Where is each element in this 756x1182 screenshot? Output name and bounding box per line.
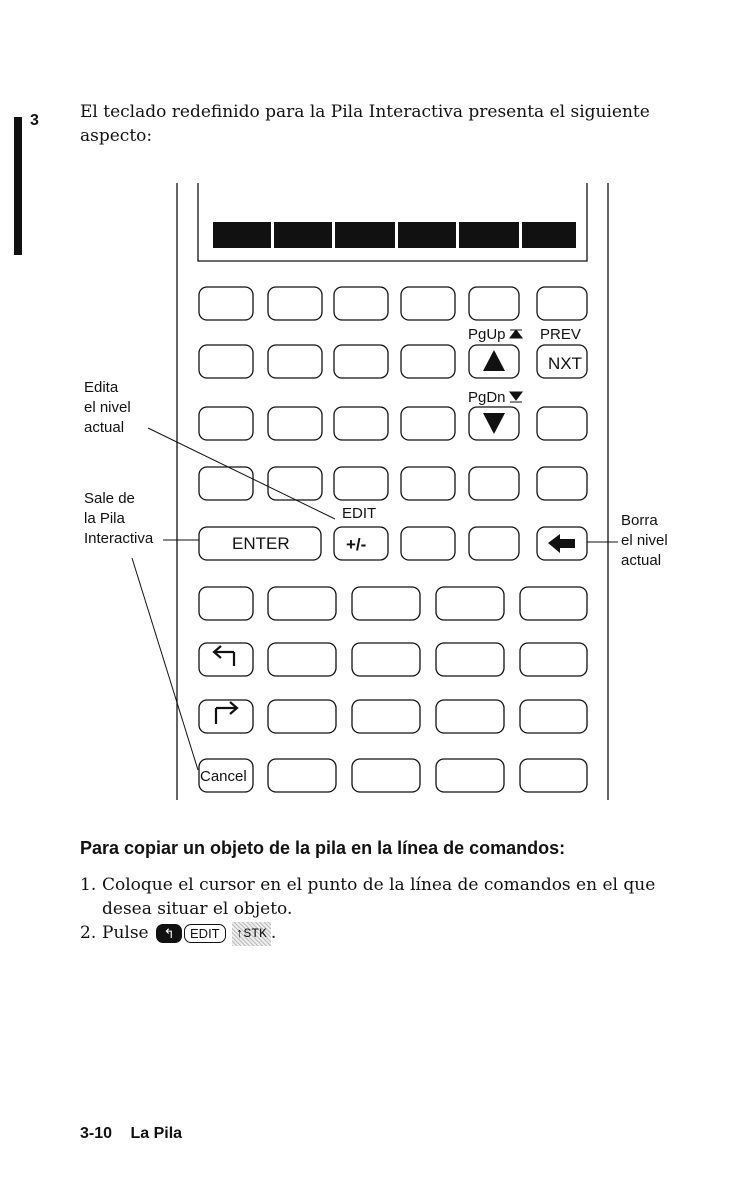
stk-menu-key: ↑STK (232, 922, 271, 946)
pgup-arrow-icon (510, 330, 522, 338)
pgdn-arrow-icon (510, 392, 522, 402)
menu-label-bar (213, 222, 576, 248)
section-heading: Para copiar un objeto de la pila en la línea de comandos: (80, 838, 566, 858)
plusminus-key-label: +/- (346, 535, 367, 554)
svg-text:Interactiva: Interactiva (84, 530, 154, 547)
enter-key-label: ENTER (232, 534, 290, 553)
svg-text:la Pila: la Pila (84, 510, 125, 527)
svg-text:actual: actual (621, 552, 662, 569)
svg-text:Edita: Edita (84, 379, 119, 396)
intro-paragraph: El teclado redefinido para la Pila Interactiva presenta el siguiente aspecto: (80, 102, 650, 146)
edit-label: EDIT (342, 505, 377, 522)
pgup-label: PgUp (468, 326, 506, 343)
svg-text:Borra: Borra (621, 512, 658, 529)
svg-text:actual: actual (84, 419, 125, 436)
footer-title: La Pila (130, 1125, 183, 1142)
prev-label: PREV (540, 326, 581, 343)
backspace-arrow-icon (548, 534, 575, 553)
pgdn-label: PgDn (468, 389, 506, 406)
page-number: 3-10 (80, 1125, 113, 1142)
right-shift-icon (216, 702, 237, 724)
page-footer (80, 1125, 182, 1143)
up-arrow-icon (483, 350, 505, 371)
edit-key: EDIT (184, 924, 226, 943)
nxt-key-label: NXT (548, 354, 582, 373)
left-shift-key-icon: ↰ (156, 924, 182, 943)
svg-text:Sale de: Sale de (84, 490, 135, 507)
steps-list (80, 873, 700, 946)
callout-sale (84, 490, 154, 547)
svg-text:el nivel: el nivel (621, 532, 668, 549)
callout-edita (84, 379, 131, 436)
svg-text:el nivel: el nivel (84, 399, 131, 416)
step-item: 1. Coloque el cursor en el punto de la línea de comandos en el que desea situar el objeto. (80, 875, 656, 919)
callout-borra (621, 512, 668, 569)
chapter-number: 3 (30, 112, 39, 129)
callout-leader-lines (132, 428, 618, 770)
left-shift-icon (214, 646, 234, 666)
cancel-key-label: Cancel (200, 768, 247, 785)
step-item: 2. Pulse ↰ EDIT ↑STK . (80, 921, 700, 946)
down-arrow-icon (483, 413, 505, 434)
